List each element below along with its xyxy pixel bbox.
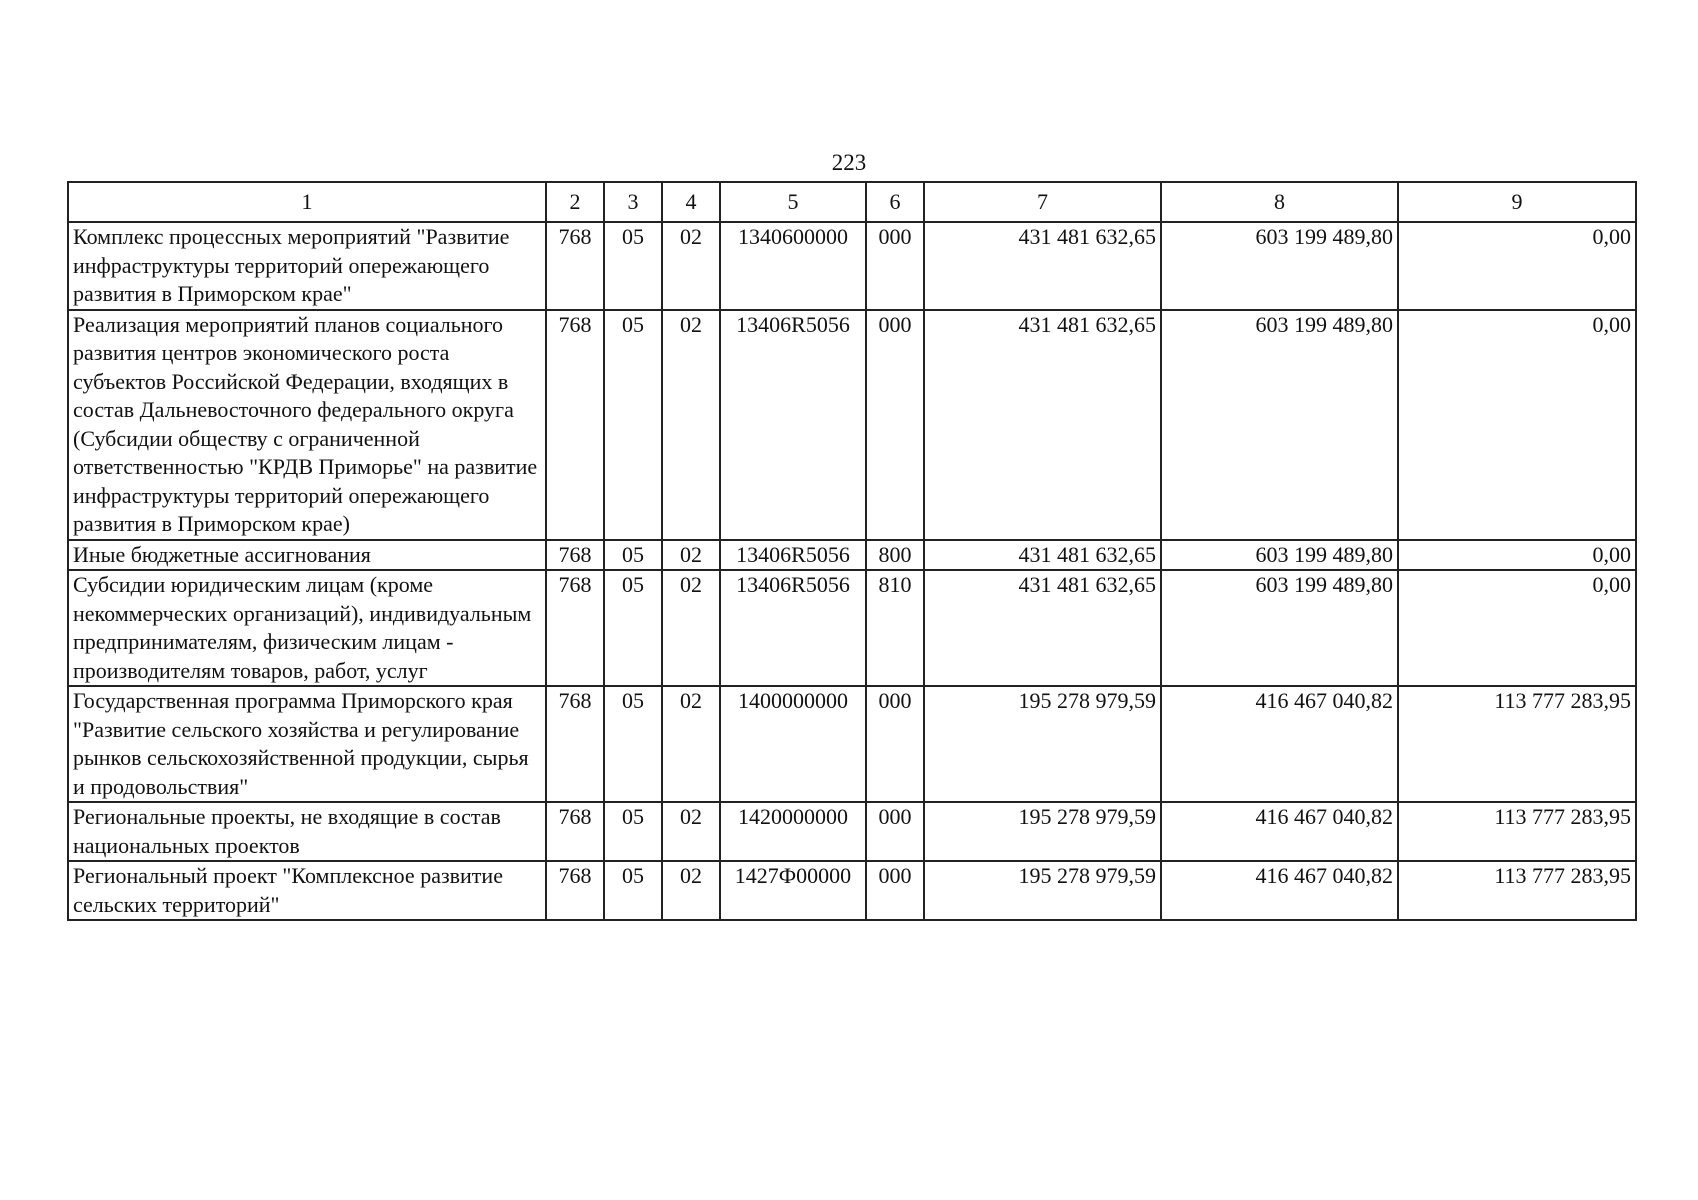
amount-col-8: 416 467 040,82 xyxy=(1161,861,1398,920)
ministry-code: 768 xyxy=(546,861,604,920)
subsection-code: 02 xyxy=(662,686,720,802)
target-article-code: 13406R5056 xyxy=(720,540,866,571)
expense-type-code: 810 xyxy=(866,570,924,686)
expense-type-code: 800 xyxy=(866,540,924,571)
table-row xyxy=(68,686,1636,802)
row-name: Субсидии юридическим лицам (кроме некоммерческих организаций), индивидуальным предпринимателям, физическим лицам - производителям товаров, работ, услуг xyxy=(68,570,546,686)
expense-type-code: 000 xyxy=(866,686,924,802)
expense-type-code: 000 xyxy=(866,310,924,540)
amount-col-8: 603 199 489,80 xyxy=(1161,310,1398,540)
page-number: 223 xyxy=(831,150,867,175)
amount-col-7: 431 481 632,65 xyxy=(924,222,1161,310)
amount-col-7: 431 481 632,65 xyxy=(924,570,1161,686)
subsection-code: 02 xyxy=(662,802,720,861)
subsection-code: 02 xyxy=(662,861,720,920)
amount-col-8: 603 199 489,80 xyxy=(1161,540,1398,571)
ministry-code: 768 xyxy=(546,540,604,571)
amount-col-7: 431 481 632,65 xyxy=(924,540,1161,571)
column-header: 8 xyxy=(1161,182,1398,222)
ministry-code: 768 xyxy=(546,802,604,861)
column-header: 6 xyxy=(866,182,924,222)
row-name: Реализация мероприятий планов социального развития центров экономического роста субъектов Российской Федерации, входящих в состав Дальневосточного федерального округа (Субсидии обществу с ограниченной ответственностью "КРДВ Приморье" на развитие инфраструктуры территорий опережающего развития в Приморском крае) xyxy=(68,310,546,540)
table-row xyxy=(68,310,1636,540)
column-header: 2 xyxy=(546,182,604,222)
section-code: 05 xyxy=(604,540,662,571)
section-code: 05 xyxy=(604,861,662,920)
target-article-code: 13406R5056 xyxy=(720,310,866,540)
amount-col-9: 113 777 283,95 xyxy=(1398,861,1636,920)
expense-type-code: 000 xyxy=(866,861,924,920)
row-name: Региональные проекты, не входящие в состав национальных проектов xyxy=(68,802,546,861)
amount-col-9: 0,00 xyxy=(1398,222,1636,310)
expense-type-code: 000 xyxy=(866,802,924,861)
amount-col-9: 113 777 283,95 xyxy=(1398,686,1636,802)
table-row xyxy=(68,540,1636,571)
amount-col-8: 603 199 489,80 xyxy=(1161,222,1398,310)
budget-table xyxy=(67,181,1637,921)
amount-col-9: 0,00 xyxy=(1398,570,1636,686)
expense-type-code: 000 xyxy=(866,222,924,310)
row-name: Иные бюджетные ассигнования xyxy=(68,540,546,571)
table-row xyxy=(68,861,1636,920)
amount-col-7: 431 481 632,65 xyxy=(924,310,1161,540)
table-row xyxy=(68,222,1636,310)
amount-col-8: 416 467 040,82 xyxy=(1161,802,1398,861)
ministry-code: 768 xyxy=(546,222,604,310)
row-name: Государственная программа Приморского края "Развитие сельского хозяйства и регулирование рынков сельскохозяйственной продукции, сырья и продовольствия" xyxy=(68,686,546,802)
amount-col-9: 113 777 283,95 xyxy=(1398,802,1636,861)
column-header: 4 xyxy=(662,182,720,222)
amount-col-9: 0,00 xyxy=(1398,540,1636,571)
amount-col-8: 603 199 489,80 xyxy=(1161,570,1398,686)
table-row xyxy=(68,802,1636,861)
section-code: 05 xyxy=(604,310,662,540)
amount-col-9: 0,00 xyxy=(1398,310,1636,540)
ministry-code: 768 xyxy=(546,570,604,686)
subsection-code: 02 xyxy=(662,310,720,540)
column-header: 1 xyxy=(68,182,546,222)
section-code: 05 xyxy=(604,222,662,310)
column-header: 5 xyxy=(720,182,866,222)
target-article-code: 1340600000 xyxy=(720,222,866,310)
subsection-code: 02 xyxy=(662,570,720,686)
row-name: Региональный проект "Комплексное развитие сельских территорий" xyxy=(68,861,546,920)
column-header: 9 xyxy=(1398,182,1636,222)
column-header: 3 xyxy=(604,182,662,222)
ministry-code: 768 xyxy=(546,310,604,540)
amount-col-7: 195 278 979,59 xyxy=(924,861,1161,920)
target-article-code: 13406R5056 xyxy=(720,570,866,686)
subsection-code: 02 xyxy=(662,222,720,310)
section-code: 05 xyxy=(604,686,662,802)
section-code: 05 xyxy=(604,570,662,686)
subsection-code: 02 xyxy=(662,540,720,571)
table-row xyxy=(68,570,1636,686)
column-header: 7 xyxy=(924,182,1161,222)
target-article-code: 1420000000 xyxy=(720,802,866,861)
amount-col-7: 195 278 979,59 xyxy=(924,686,1161,802)
row-name: Комплекс процессных мероприятий "Развитие инфраструктуры территорий опережающего развития в Приморском крае" xyxy=(68,222,546,310)
table-header-row xyxy=(68,182,1636,222)
target-article-code: 1400000000 xyxy=(720,686,866,802)
target-article-code: 1427Ф00000 xyxy=(720,861,866,920)
ministry-code: 768 xyxy=(546,686,604,802)
amount-col-7: 195 278 979,59 xyxy=(924,802,1161,861)
section-code: 05 xyxy=(604,802,662,861)
amount-col-8: 416 467 040,82 xyxy=(1161,686,1398,802)
